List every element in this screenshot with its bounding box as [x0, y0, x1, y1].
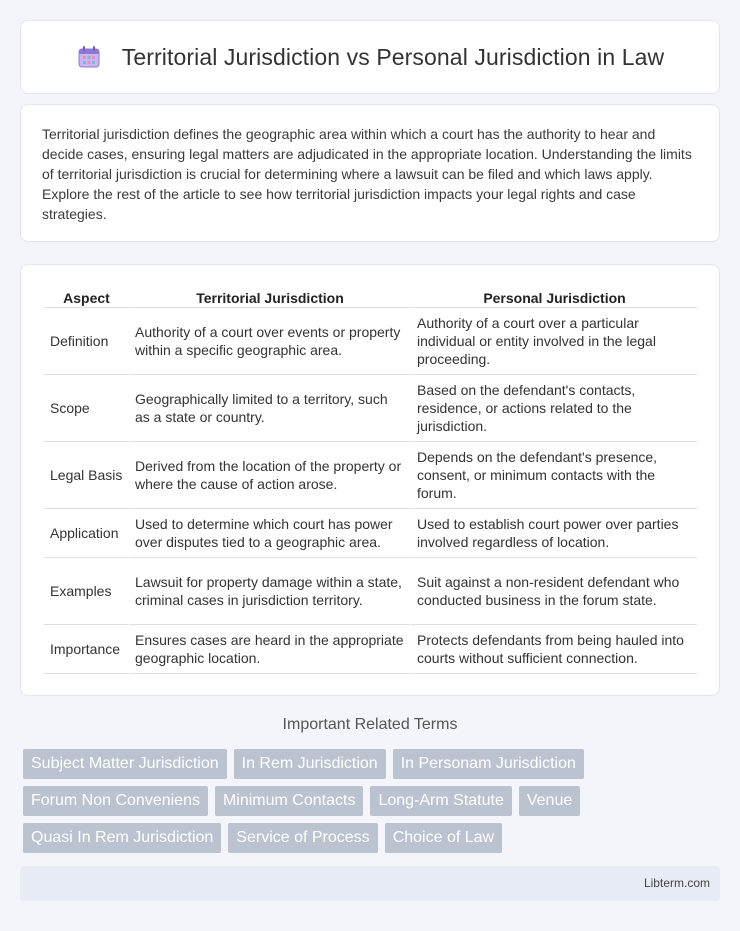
table-row — [43, 442, 697, 509]
related-terms-list — [23, 749, 723, 860]
row-territorial: Lawsuit for property damage within a state, criminal cases in jurisdiction territory. — [128, 558, 410, 625]
comparison-card — [20, 264, 720, 696]
related-terms-title: Important Related Terms — [282, 716, 458, 733]
header-territorial: Territorial Jurisdiction — [128, 285, 410, 308]
row-territorial: Geographically limited to a territory, such as a state or country. — [128, 375, 410, 442]
row-aspect: Definition — [43, 308, 128, 375]
tag-in-rem-jurisdiction[interactable]: In Rem Jurisdiction — [234, 749, 386, 779]
table-header-row — [43, 285, 697, 308]
row-aspect: Scope — [43, 375, 128, 442]
footer-brand-link[interactable]: Libterm.com — [643, 876, 710, 890]
row-aspect: Legal Basis — [43, 442, 128, 509]
row-aspect: Examples — [43, 558, 128, 625]
header-personal: Personal Jurisdiction — [410, 285, 697, 308]
row-personal: Based on the defendant's contacts, residence, or actions related to the jurisdiction. — [410, 375, 697, 442]
table-row — [43, 375, 697, 442]
tag-forum-non-conveniens[interactable]: Forum Non Conveniens — [23, 786, 208, 816]
footer — [20, 866, 720, 901]
intro-card — [20, 104, 720, 242]
page-title: Territorial Jurisdiction vs Personal Jurisdiction in Law — [121, 43, 665, 70]
row-personal: Authority of a court over a particular individual or entity involved in the legal proceeding. — [410, 308, 697, 375]
row-personal: Suit against a non-resident defendant who conducted business in the forum state. — [410, 558, 697, 625]
table-row — [43, 308, 697, 375]
row-personal: Used to establish court power over parties involved regardless of location. — [410, 509, 697, 558]
row-aspect: Application — [43, 509, 128, 558]
tag-minimum-contacts[interactable]: Minimum Contacts — [215, 786, 363, 816]
calendar-icon — [76, 44, 102, 70]
title-card — [20, 20, 720, 94]
row-territorial: Authority of a court over events or property within a specific geographic area. — [128, 308, 410, 375]
tag-long-arm-statute[interactable]: Long-Arm Statute — [370, 786, 511, 816]
tag-in-personam-jurisdiction[interactable]: In Personam Jurisdiction — [393, 749, 584, 779]
table-row — [43, 509, 697, 558]
tag-subject-matter-jurisdiction[interactable]: Subject Matter Jurisdiction — [23, 749, 227, 779]
tag-choice-of-law[interactable]: Choice of Law — [385, 823, 502, 853]
row-personal: Protects defendants from being hauled into courts without sufficient connection. — [410, 625, 697, 674]
tag-venue[interactable]: Venue — [519, 786, 580, 816]
row-territorial: Used to determine which court has power over disputes tied to a geographic area. — [128, 509, 410, 558]
comparison-table — [43, 285, 697, 674]
tag-quasi-in-rem-jurisdiction[interactable]: Quasi In Rem Jurisdiction — [23, 823, 221, 853]
row-territorial: Derived from the location of the property or where the cause of action arose. — [128, 442, 410, 509]
table-row — [43, 625, 697, 674]
intro-paragraph: Territorial jurisdiction defines the geographic area within which a court has the authority to hear and decide cases, ensuring legal matters are adjudicated in the appropriate location. Understanding the limits of territorial jurisdiction is crucial for determining where a lawsuit can be filed and which laws apply. Explore the rest of the article to see how territorial jurisdiction impacts your legal rights and case strategies. — [42, 126, 692, 222]
header-aspect: Aspect — [43, 285, 128, 308]
row-aspect: Importance — [43, 625, 128, 674]
row-personal: Depends on the defendant's presence, consent, or minimum contacts with the forum. — [410, 442, 697, 509]
tag-service-of-process[interactable]: Service of Process — [228, 823, 377, 853]
table-row — [43, 558, 697, 625]
row-territorial: Ensures cases are heard in the appropriate geographic location. — [128, 625, 410, 674]
